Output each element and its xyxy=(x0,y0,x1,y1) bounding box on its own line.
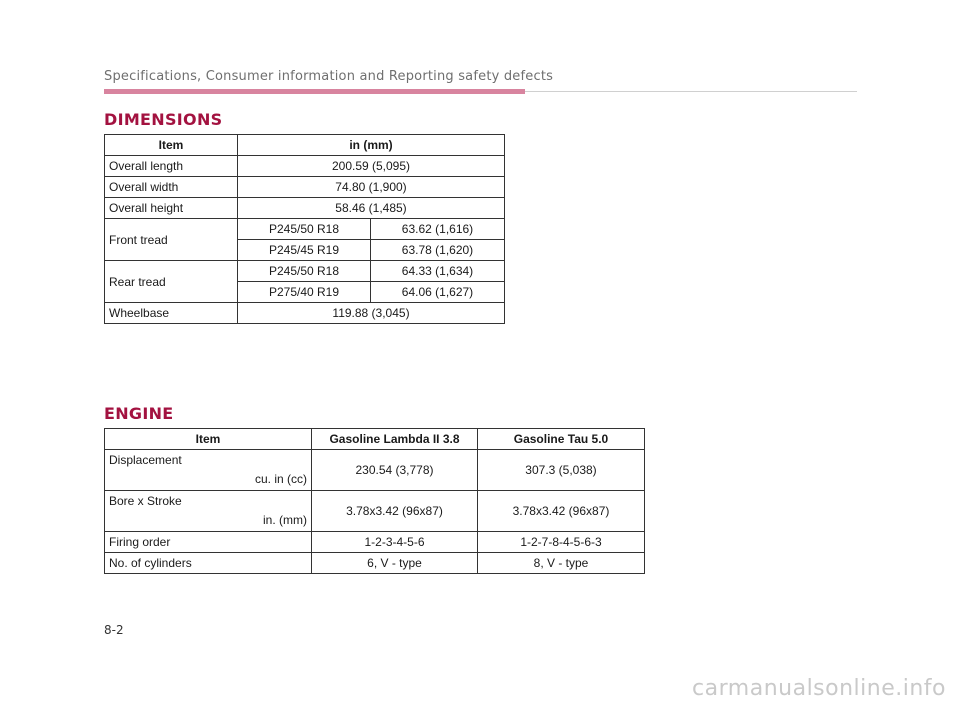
table-row xyxy=(105,450,645,491)
row-label: Overall width xyxy=(105,177,238,198)
row-value: 8, V - type xyxy=(478,553,645,574)
bore-stroke-label: Bore x Stroke xyxy=(109,494,182,508)
table-row xyxy=(105,177,505,198)
row-value: 3.78x3.42 (96x87) xyxy=(312,491,478,532)
table-row xyxy=(105,491,645,532)
table-row xyxy=(105,261,505,282)
row-value: 64.06 (1,627) xyxy=(371,282,505,303)
header-item: Item xyxy=(105,429,312,450)
row-label: Firing order xyxy=(105,532,312,553)
header-item: Item xyxy=(105,135,238,156)
table-row xyxy=(105,156,505,177)
row-label xyxy=(105,450,312,491)
table-row xyxy=(105,303,505,324)
header-lambda: Gasoline Lambda II 3.8 xyxy=(312,429,478,450)
row-label: Overall length xyxy=(105,156,238,177)
row-value: 64.33 (1,634) xyxy=(371,261,505,282)
table-row xyxy=(105,219,505,240)
row-value: 1-2-3-4-5-6 xyxy=(312,532,478,553)
row-label xyxy=(105,491,312,532)
engine-title: ENGINE xyxy=(104,404,174,423)
engine-table xyxy=(104,428,645,574)
row-value: 74.80 (1,900) xyxy=(238,177,505,198)
header-accent-bar xyxy=(104,89,525,94)
row-value: 200.59 (5,095) xyxy=(238,156,505,177)
row-value: 3.78x3.42 (96x87) xyxy=(478,491,645,532)
table-row xyxy=(105,198,505,219)
row-value: 6, V - type xyxy=(312,553,478,574)
displacement-unit: cu. in (cc) xyxy=(254,472,307,486)
table-header-row xyxy=(105,135,505,156)
row-value: 63.62 (1,616) xyxy=(371,219,505,240)
header-rule xyxy=(525,91,857,92)
header-tau: Gasoline Tau 5.0 xyxy=(478,429,645,450)
row-value: 58.46 (1,485) xyxy=(238,198,505,219)
dimensions-title: DIMENSIONS xyxy=(104,110,223,129)
row-label: Overall height xyxy=(105,198,238,219)
tire-size: P245/50 R18 xyxy=(238,261,371,282)
tire-size: P245/50 R18 xyxy=(238,219,371,240)
row-value: 307.3 (5,038) xyxy=(478,450,645,491)
row-value: 1-2-7-8-4-5-6-3 xyxy=(478,532,645,553)
row-label: Front tread xyxy=(105,219,238,261)
tire-size: P245/45 R19 xyxy=(238,240,371,261)
row-label: Wheelbase xyxy=(105,303,238,324)
displacement-label: Displacement xyxy=(109,453,182,467)
watermark: carmanualsonline.info xyxy=(692,676,946,701)
header-unit: in (mm) xyxy=(238,135,505,156)
table-row xyxy=(105,532,645,553)
row-label: No. of cylinders xyxy=(105,553,312,574)
row-label: Rear tread xyxy=(105,261,238,303)
page-number: 8-2 xyxy=(104,623,124,637)
row-value: 119.88 (3,045) xyxy=(238,303,505,324)
table-row xyxy=(105,553,645,574)
dimensions-table xyxy=(104,134,505,324)
row-value: 63.78 (1,620) xyxy=(371,240,505,261)
bore-stroke-unit: in. (mm) xyxy=(263,513,307,527)
header-title: Specifications, Consumer information and Reporting safety defects xyxy=(104,69,554,84)
row-value: 230.54 (3,778) xyxy=(312,450,478,491)
table-header-row xyxy=(105,429,645,450)
tire-size: P275/40 R19 xyxy=(238,282,371,303)
